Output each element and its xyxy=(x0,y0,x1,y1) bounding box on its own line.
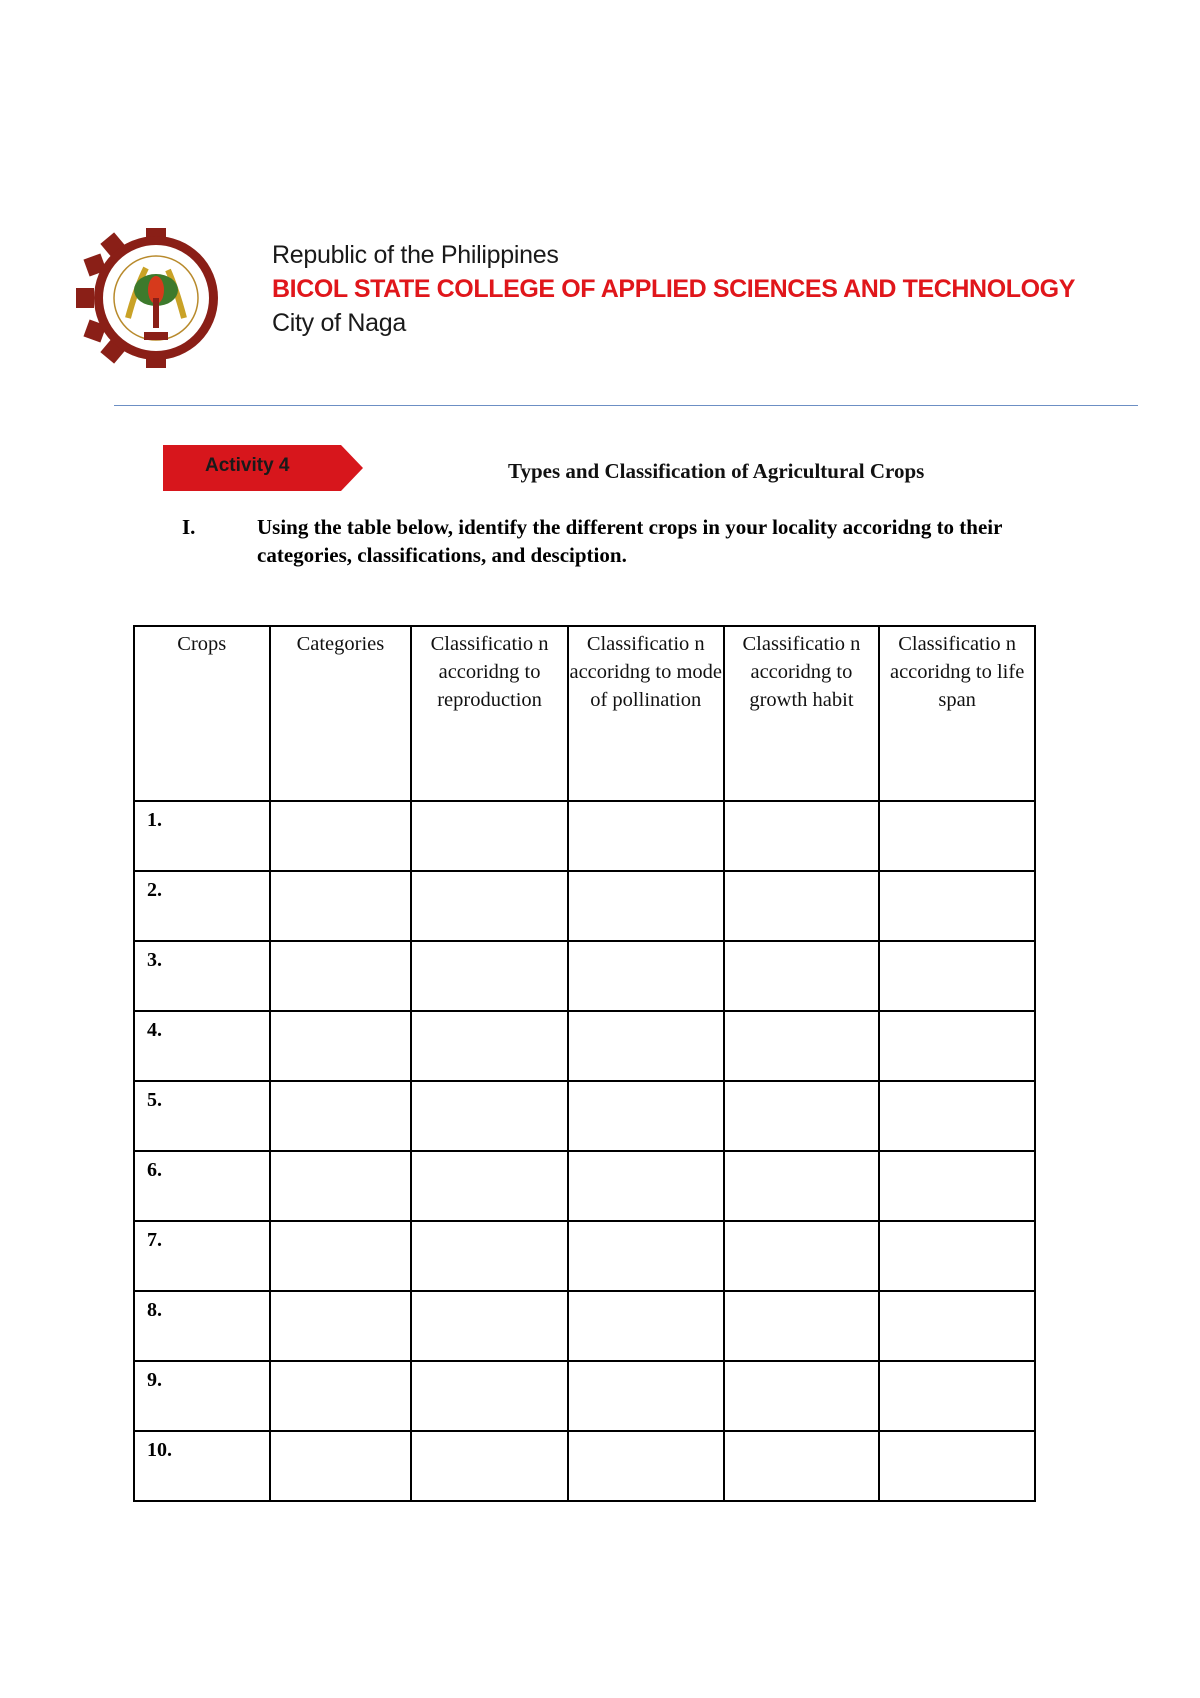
answer-cell[interactable] xyxy=(568,1291,724,1361)
header-crops: Crops xyxy=(134,626,270,801)
row-number: 5. xyxy=(134,1081,270,1151)
answer-cell[interactable] xyxy=(270,801,412,871)
answer-cell[interactable] xyxy=(270,871,412,941)
answer-cell[interactable] xyxy=(270,1361,412,1431)
answer-cell[interactable] xyxy=(724,1151,880,1221)
answer-cell[interactable] xyxy=(411,871,568,941)
answer-cell[interactable] xyxy=(568,941,724,1011)
answer-cell[interactable] xyxy=(724,1431,880,1501)
answer-cell[interactable] xyxy=(411,941,568,1011)
answer-cell[interactable] xyxy=(411,1011,568,1081)
header-divider xyxy=(114,405,1138,406)
answer-cell[interactable] xyxy=(724,1221,880,1291)
answer-cell[interactable] xyxy=(724,801,880,871)
table-row xyxy=(134,941,1035,1011)
row-number: 9. xyxy=(134,1361,270,1431)
header-reproduction: Classificatio n accoridng to reproduction xyxy=(411,626,568,801)
answer-cell[interactable] xyxy=(411,801,568,871)
answer-cell[interactable] xyxy=(879,1081,1035,1151)
row-number: 8. xyxy=(134,1291,270,1361)
instruction-text: Using the table below, identify the different crops in your locality accoridng to their categories, classifications, and desciption. xyxy=(257,515,1003,567)
answer-cell[interactable] xyxy=(270,1221,412,1291)
city-line: City of Naga xyxy=(272,309,406,337)
row-number: 3. xyxy=(134,941,270,1011)
answer-cell[interactable] xyxy=(724,1011,880,1081)
activity-tag xyxy=(163,445,363,491)
answer-cell[interactable] xyxy=(270,941,412,1011)
answer-cell[interactable] xyxy=(724,871,880,941)
header-life-span: Classificatio n accoridng to life span xyxy=(879,626,1035,801)
answer-cell[interactable] xyxy=(879,1151,1035,1221)
table-row xyxy=(134,1081,1035,1151)
answer-cell[interactable] xyxy=(879,871,1035,941)
answer-cell[interactable] xyxy=(411,1291,568,1361)
answer-cell[interactable] xyxy=(270,1081,412,1151)
college-name: BICOL STATE COLLEGE OF APPLIED SCIENCES AND TECHNOLOGY xyxy=(272,275,1075,303)
answer-cell[interactable] xyxy=(879,1221,1035,1291)
answer-cell[interactable] xyxy=(568,871,724,941)
answer-cell[interactable] xyxy=(879,1291,1035,1361)
answer-cell[interactable] xyxy=(879,1361,1035,1431)
answer-cell[interactable] xyxy=(724,1361,880,1431)
activity-label: Activity 4 xyxy=(205,455,290,476)
answer-cell[interactable] xyxy=(879,801,1035,871)
table-row xyxy=(134,1431,1035,1501)
header-growth-habit: Classificatio n accoridng to growth habit xyxy=(724,626,880,801)
header-categories: Categories xyxy=(270,626,412,801)
gear-seal-icon xyxy=(76,228,236,368)
row-number: 7. xyxy=(134,1221,270,1291)
table-row xyxy=(134,1291,1035,1361)
answer-cell[interactable] xyxy=(568,801,724,871)
table-row xyxy=(134,1151,1035,1221)
header-pollination: Classificatio n accoridng to mode of pollination xyxy=(568,626,724,801)
country-line: Republic of the Philippines xyxy=(272,241,559,269)
answer-cell[interactable] xyxy=(411,1361,568,1431)
answer-cell[interactable] xyxy=(879,941,1035,1011)
row-number: 1. xyxy=(134,801,270,871)
college-seal-logo xyxy=(76,228,236,368)
crops-table xyxy=(133,625,1036,1502)
activity-title: Types and Classification of Agricultural Crops xyxy=(508,459,925,483)
answer-cell[interactable] xyxy=(270,1151,412,1221)
answer-cell[interactable] xyxy=(568,1011,724,1081)
row-number: 2. xyxy=(134,871,270,941)
table-row xyxy=(134,1221,1035,1291)
answer-cell[interactable] xyxy=(568,1221,724,1291)
answer-cell[interactable] xyxy=(270,1011,412,1081)
table-row xyxy=(134,1011,1035,1081)
row-number: 10. xyxy=(134,1431,270,1501)
table-header-row xyxy=(134,626,1035,801)
table-row xyxy=(134,871,1035,941)
instruction-number: I. xyxy=(182,515,196,539)
table-row xyxy=(134,801,1035,871)
answer-cell[interactable] xyxy=(879,1431,1035,1501)
letterhead xyxy=(272,238,1075,340)
answer-cell[interactable] xyxy=(724,1081,880,1151)
answer-cell[interactable] xyxy=(411,1431,568,1501)
answer-cell[interactable] xyxy=(568,1081,724,1151)
answer-cell[interactable] xyxy=(568,1361,724,1431)
answer-cell[interactable] xyxy=(724,941,880,1011)
row-number: 6. xyxy=(134,1151,270,1221)
answer-cell[interactable] xyxy=(411,1151,568,1221)
answer-cell[interactable] xyxy=(270,1291,412,1361)
table-row xyxy=(134,1361,1035,1431)
answer-cell[interactable] xyxy=(411,1081,568,1151)
answer-cell[interactable] xyxy=(411,1221,568,1291)
answer-cell[interactable] xyxy=(270,1431,412,1501)
answer-cell[interactable] xyxy=(724,1291,880,1361)
answer-cell[interactable] xyxy=(879,1011,1035,1081)
answer-cell[interactable] xyxy=(568,1151,724,1221)
answer-cell[interactable] xyxy=(568,1431,724,1501)
row-number: 4. xyxy=(134,1011,270,1081)
